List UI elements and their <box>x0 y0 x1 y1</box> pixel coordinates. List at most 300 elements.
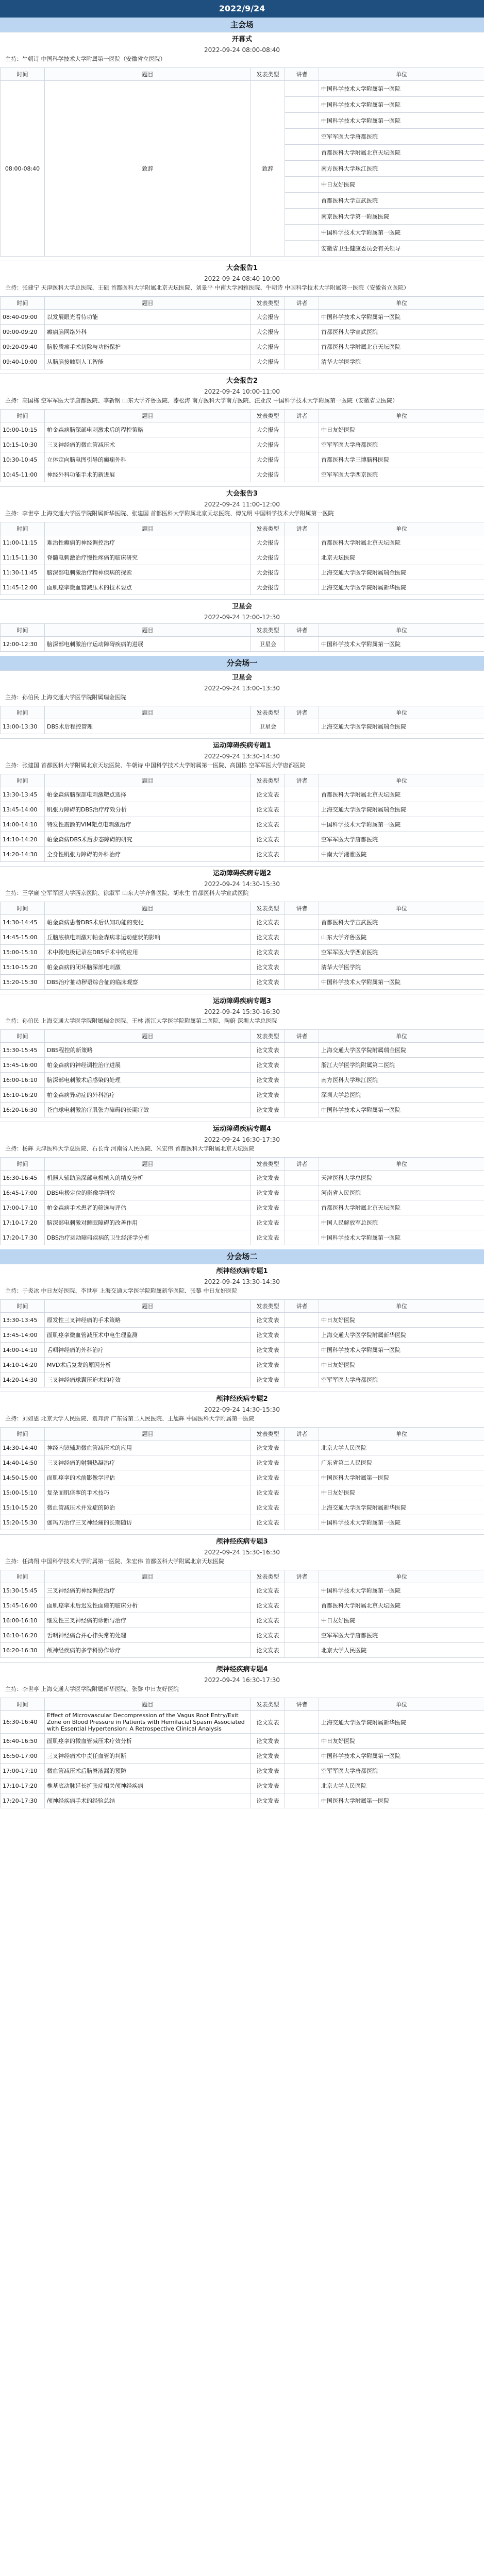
row-time: 14:30-14:40 <box>1 1440 45 1455</box>
row-unit: 中国人民解放军总医院 <box>319 1215 484 1230</box>
row-type: 论文发表 <box>251 1171 285 1185</box>
session-host: 主持：张建国 首都医科大学附属北京天坛医院、牛朝诗 中国科学技术大学附属第一医院、高国栋 空军军医大学唐都医院 <box>5 762 306 769</box>
row-unit: 空军军医大学唐都医院 <box>319 437 484 452</box>
column-header: 发表类型 <box>251 624 285 637</box>
session-block <box>0 1392 484 1534</box>
column-header: 讲者 <box>285 706 319 719</box>
table-row <box>1 802 484 817</box>
session-block <box>0 738 484 866</box>
table-row <box>1 719 484 734</box>
table-row <box>1 81 484 97</box>
table-row <box>1 1583 484 1598</box>
schedule-table <box>0 296 484 369</box>
column-header: 发表类型 <box>251 522 285 535</box>
row-topic: 三叉神经痛术中责任血管的判断 <box>45 1749 251 1764</box>
row-unit: 空军军医大学唐都医院 <box>319 129 484 145</box>
row-unit: 清华大学医学院 <box>319 960 484 975</box>
row-topic: 帕金森病脑深部电刺激靶点选择 <box>45 787 251 802</box>
session-header <box>0 994 484 1029</box>
row-speaker <box>285 1749 319 1764</box>
row-unit: 中日友好医院 <box>319 1358 484 1372</box>
session-name: 颅神经疾病专题4 <box>216 1666 268 1673</box>
row-unit: 南京医科大学第一附属医院 <box>319 209 484 225</box>
table-row <box>1 1103 484 1117</box>
table-row <box>1 1313 484 1328</box>
table-row <box>1 1200 484 1215</box>
row-speaker <box>285 1328 319 1343</box>
table-row <box>1 467 484 482</box>
row-topic: 脑深部电刺激治疗运动障碍疾病的进展 <box>45 637 251 652</box>
session-header <box>0 1122 484 1157</box>
row-type: 论文发表 <box>251 1711 285 1734</box>
row-topic: 面肌痉挛微血管减压术的技术要点 <box>45 580 251 595</box>
row-time: 17:10-17:20 <box>1 1778 45 1793</box>
session-name: 颅神经疾病专题3 <box>216 1538 268 1546</box>
row-unit: 南方医科大学珠江医院 <box>319 161 484 177</box>
schedule-table <box>0 1698 484 1808</box>
row-speaker <box>285 832 319 847</box>
session-header <box>0 671 484 706</box>
row-time: 08:40-09:00 <box>1 310 45 325</box>
row-unit: 中国科学技术大学附属第一医院 <box>319 1230 484 1245</box>
table-row <box>1 787 484 802</box>
row-speaker <box>285 1583 319 1598</box>
row-topic: 帕金森病异动症的外科治疗 <box>45 1088 251 1103</box>
column-header: 题目 <box>45 410 251 422</box>
session-time: 2022-09-24 10:00-11:00 <box>204 388 280 395</box>
session-time: 2022-09-24 08:40-10:00 <box>204 275 280 282</box>
session-name: 运动障碍疾病专题4 <box>212 1125 272 1133</box>
schedule-table <box>0 623 484 652</box>
row-topic: 从脑脑接触到人工智能 <box>45 354 251 369</box>
column-header: 发表类型 <box>251 1300 285 1313</box>
row-time: 14:10-14:20 <box>1 1358 45 1372</box>
column-header: 题目 <box>45 1570 251 1583</box>
column-header: 题目 <box>45 1300 251 1313</box>
row-type: 论文发表 <box>251 1515 285 1530</box>
row-time: 13:30-13:45 <box>1 787 45 802</box>
session-name: 开幕式 <box>231 36 252 43</box>
row-unit: 首都医科大学附属北京天坛医院 <box>319 1200 484 1215</box>
table-row <box>1 930 484 945</box>
row-type: 论文发表 <box>251 960 285 975</box>
table-row <box>1 1328 484 1343</box>
row-unit: 广东省第二人民医院 <box>319 1455 484 1470</box>
row-type: 论文发表 <box>251 1058 285 1073</box>
row-type: 大会报告 <box>251 535 285 550</box>
row-topic: 帕金森病手术患者的筛选与评估 <box>45 1200 251 1215</box>
row-unit: 首都医科大学宣武医院 <box>319 915 484 930</box>
table-row <box>1 817 484 832</box>
section-gap <box>0 1245 484 1249</box>
section-gap <box>0 1808 484 1812</box>
session-host: 主持：孙伯民 上海交通大学医学院附属瑞金医院 <box>5 694 126 701</box>
schedule-table <box>0 1157 484 1245</box>
row-speaker <box>285 1778 319 1793</box>
row-topic: 微血管减压术并发症的防治 <box>45 1500 251 1515</box>
schedule-table <box>0 1427 484 1530</box>
row-speaker <box>285 637 319 652</box>
row-topic: 肌张力障碍的DBS治疗疗效分析 <box>45 802 251 817</box>
row-unit: 清华大学医学院 <box>319 354 484 369</box>
row-speaker <box>285 467 319 482</box>
session-time: 2022-09-24 15:30-16:30 <box>204 1549 280 1556</box>
row-time: 09:20-09:40 <box>1 340 45 354</box>
column-header: 时间 <box>1 1428 45 1440</box>
row-time: 17:20-17:30 <box>1 1793 45 1808</box>
row-time: 14:50-15:00 <box>1 1470 45 1485</box>
row-type: 论文发表 <box>251 1313 285 1328</box>
session-host: 主持：刘如恩 北京大学人民医院、袁邦清 广东省第二人民医院、王旭辉 中国医科大学附属第一医院 <box>5 1415 255 1422</box>
table-row <box>1 1358 484 1372</box>
row-speaker <box>285 1343 319 1358</box>
session-block <box>0 1534 484 1662</box>
session-block <box>0 1264 484 1392</box>
row-speaker <box>285 129 319 145</box>
session-time: 2022-09-24 16:30-17:30 <box>204 1136 280 1143</box>
row-speaker <box>285 193 319 209</box>
row-unit: 中国科学技术大学附属第一医院 <box>319 817 484 832</box>
row-topic: 癫痫脑网络外科 <box>45 325 251 340</box>
row-time: 08:00-08:40 <box>1 81 45 257</box>
session-name: 大会报告2 <box>226 377 258 385</box>
column-header: 时间 <box>1 774 45 787</box>
column-header: 题目 <box>45 68 251 81</box>
row-speaker <box>285 1643 319 1658</box>
row-unit: 首都医科大学附属北京天坛医院 <box>319 1598 484 1613</box>
session-name: 颅神经疾病专题1 <box>216 1267 268 1275</box>
row-speaker <box>285 310 319 325</box>
row-unit: 空军军医大学西京医院 <box>319 467 484 482</box>
row-speaker <box>285 354 319 369</box>
table-row <box>1 1215 484 1230</box>
row-speaker <box>285 535 319 550</box>
table-row <box>1 1628 484 1643</box>
row-type: 论文发表 <box>251 1200 285 1215</box>
session-host: 主持：牛朝诗 中国科学技术大学附属第一医院（安徽省立医院） <box>5 56 166 62</box>
row-unit: 山东大学齐鲁医院 <box>319 930 484 945</box>
row-unit: 中日友好医院 <box>319 1313 484 1328</box>
row-speaker <box>285 1058 319 1073</box>
row-type: 论文发表 <box>251 1230 285 1245</box>
header-row <box>1 1570 484 1583</box>
row-topic: DBS治疗抽动秽语综合征的临床观察 <box>45 975 251 990</box>
row-time: 15:20-15:30 <box>1 975 45 990</box>
session-time: 2022-09-24 11:00-12:00 <box>204 501 280 508</box>
row-type: 论文发表 <box>251 1088 285 1103</box>
row-topic: 丘脑底核电刺激对帕金森病非运动症状的影响 <box>45 930 251 945</box>
row-type: 大会报告 <box>251 580 285 595</box>
row-speaker <box>285 325 319 340</box>
row-time: 16:30-16:45 <box>1 1171 45 1185</box>
session-block <box>0 32 484 261</box>
row-topic: 三叉神经痛的射频热凝治疗 <box>45 1455 251 1470</box>
row-unit: 中国科学技术大学附属第一医院 <box>319 1749 484 1764</box>
row-time: 15:30-15:45 <box>1 1043 45 1058</box>
row-time: 14:45-15:00 <box>1 930 45 945</box>
row-unit: 上海交通大学医学院附属瑞金医院 <box>319 1043 484 1058</box>
column-header: 时间 <box>1 1570 45 1583</box>
column-header: 单位 <box>319 774 484 787</box>
row-speaker <box>285 915 319 930</box>
row-topic: 特发性震颤的VIM靶点电刺激治疗 <box>45 817 251 832</box>
session-host: 主持：高国栋 空军军医大学唐都医院、李新钢 山东大学齐鲁医院、漆松涛 南方医科大学南方医院、汪业汉 中国科学技术大学附属第一医院（安徽省立医院） <box>5 397 398 404</box>
row-type: 论文发表 <box>251 1215 285 1230</box>
row-time: 10:00-10:15 <box>1 422 45 437</box>
table-row <box>1 847 484 862</box>
row-unit: 空军军医大学唐都医院 <box>319 832 484 847</box>
row-topic: DBS治疗运动障碍疾病的卫生经济学分析 <box>45 1230 251 1245</box>
section-gap <box>0 1658 484 1662</box>
schedule-table <box>0 67 484 257</box>
row-unit: 安徽省卫生健康委员会有关领导 <box>319 241 484 257</box>
row-speaker <box>285 340 319 354</box>
row-unit: 首都医科大学宣武医院 <box>319 325 484 340</box>
row-speaker <box>285 452 319 467</box>
column-header: 发表类型 <box>251 706 285 719</box>
column-header: 讲者 <box>285 774 319 787</box>
row-speaker <box>285 1358 319 1372</box>
row-unit: 中国科学技术大学附属第一医院 <box>319 1515 484 1530</box>
row-unit: 空军军医大学西京医院 <box>319 945 484 960</box>
row-type: 论文发表 <box>251 1455 285 1470</box>
row-type: 大会报告 <box>251 452 285 467</box>
table-row <box>1 565 484 580</box>
row-topic: 致辞 <box>45 81 251 257</box>
table-row <box>1 1372 484 1387</box>
schedule-table <box>0 1029 484 1117</box>
column-header: 时间 <box>1 1030 45 1043</box>
column-header: 单位 <box>319 68 484 81</box>
column-header: 时间 <box>1 410 45 422</box>
header-row <box>1 522 484 535</box>
column-header: 时间 <box>1 624 45 637</box>
row-speaker <box>285 81 319 97</box>
row-speaker <box>285 1500 319 1515</box>
section-gap <box>0 1387 484 1392</box>
session-time: 2022-09-24 12:00-12:30 <box>204 614 280 621</box>
table-row <box>1 1749 484 1764</box>
table-row <box>1 637 484 652</box>
row-speaker <box>285 241 319 257</box>
row-time: 09:00-09:20 <box>1 325 45 340</box>
row-unit: 首都医科大学三博脑科医院 <box>319 452 484 467</box>
row-topic: 难治性癫痫的神经调控治疗 <box>45 535 251 550</box>
row-time: 15:45-16:00 <box>1 1058 45 1073</box>
column-header: 时间 <box>1 1698 45 1711</box>
row-topic: 颅神经疾病手术的经验总结 <box>45 1793 251 1808</box>
row-topic: Effect of Microvascular Decompression of the Vagus Root Entry/Exit Zone on Blood Pressure in Patients with Hemifacial Spasm Associated with Essential Hypertension: A Retrospective Clinical Analysis <box>45 1711 251 1734</box>
row-type: 论文发表 <box>251 1073 285 1088</box>
row-unit: 中南大学湘雅医院 <box>319 847 484 862</box>
row-topic: 脊髓电刺激治疗慢性疼痛的临床研究 <box>45 550 251 565</box>
row-speaker <box>285 1711 319 1734</box>
column-header: 题目 <box>45 297 251 310</box>
row-topic: 面肌痉挛的术前影像学评估 <box>45 1470 251 1485</box>
column-header: 时间 <box>1 1300 45 1313</box>
row-topic: 神经内镜辅助微血管减压术的应用 <box>45 1440 251 1455</box>
row-speaker <box>285 847 319 862</box>
schedule-table <box>0 1570 484 1658</box>
table-row <box>1 1613 484 1628</box>
row-unit: 浙江大学医学院附属第二医院 <box>319 1058 484 1073</box>
row-speaker <box>285 1088 319 1103</box>
row-speaker <box>285 1043 319 1058</box>
table-row <box>1 1230 484 1245</box>
row-type: 论文发表 <box>251 1328 285 1343</box>
row-speaker <box>285 960 319 975</box>
row-speaker <box>285 177 319 193</box>
table-row <box>1 1343 484 1358</box>
table-row <box>1 945 484 960</box>
section-gap <box>0 734 484 738</box>
row-unit: 中国科学技术大学附属第一医院 <box>319 97 484 113</box>
table-row <box>1 1500 484 1515</box>
row-topic: 原发性三叉神经痛的手术策略 <box>45 1313 251 1328</box>
column-header: 题目 <box>45 902 251 915</box>
row-time: 10:45-11:00 <box>1 467 45 482</box>
column-header: 讲者 <box>285 902 319 915</box>
venue-title: 分会场一 <box>0 656 484 670</box>
row-speaker <box>285 1200 319 1215</box>
session-name: 卫星会 <box>231 674 252 682</box>
row-time: 16:40-16:50 <box>1 1734 45 1749</box>
column-header: 题目 <box>45 624 251 637</box>
row-speaker <box>285 565 319 580</box>
row-unit: 深圳大学总医院 <box>319 1088 484 1103</box>
row-type: 论文发表 <box>251 1613 285 1628</box>
table-row <box>1 580 484 595</box>
row-speaker <box>285 1515 319 1530</box>
column-header: 发表类型 <box>251 774 285 787</box>
session-name: 大会报告1 <box>226 264 258 272</box>
schedule-table <box>0 774 484 862</box>
session-name: 运动障碍疾病专题2 <box>212 870 272 877</box>
row-time: 14:00-14:10 <box>1 1343 45 1358</box>
row-type: 论文发表 <box>251 1185 285 1200</box>
row-unit: 中日友好医院 <box>319 1485 484 1500</box>
table-row <box>1 550 484 565</box>
session-time: 2022-09-24 13:30-14:30 <box>204 753 280 760</box>
session-header <box>0 600 484 623</box>
section-gap <box>0 1530 484 1534</box>
header-row <box>1 1428 484 1440</box>
section-gap <box>0 1117 484 1122</box>
row-unit: 上海交通大学医学院附属新华医院 <box>319 580 484 595</box>
row-topic: 颅神经疾病的多学科协作诊疗 <box>45 1643 251 1658</box>
row-time: 09:40-10:00 <box>1 354 45 369</box>
column-header: 单位 <box>319 1698 484 1711</box>
column-header: 单位 <box>319 297 484 310</box>
row-time: 17:10-17:20 <box>1 1215 45 1230</box>
session-header <box>0 867 484 902</box>
row-speaker <box>285 225 319 241</box>
table-row <box>1 975 484 990</box>
row-topic: 三叉神经痛的微血管减压术 <box>45 437 251 452</box>
session-time: 2022-09-24 13:30-14:30 <box>204 1278 280 1285</box>
row-type: 论文发表 <box>251 1628 285 1643</box>
column-header: 发表类型 <box>251 1428 285 1440</box>
row-unit: 北京大学人民医院 <box>319 1778 484 1793</box>
session-name: 大会报告3 <box>226 490 258 498</box>
column-header: 发表类型 <box>251 68 285 81</box>
table-row <box>1 1058 484 1073</box>
session-block <box>0 994 484 1122</box>
table-row <box>1 422 484 437</box>
row-speaker <box>285 550 319 565</box>
row-type: 论文发表 <box>251 915 285 930</box>
column-header: 讲者 <box>285 624 319 637</box>
row-speaker <box>285 1485 319 1500</box>
session-name: 运动障碍疾病专题3 <box>212 997 272 1005</box>
session-header <box>0 739 484 774</box>
row-time: 10:15-10:30 <box>1 437 45 452</box>
row-time: 15:10-15:20 <box>1 960 45 975</box>
row-speaker <box>285 1230 319 1245</box>
row-unit: 上海交通大学医学院附属新华医院 <box>319 1500 484 1515</box>
row-time: 14:10-14:20 <box>1 832 45 847</box>
column-header: 时间 <box>1 902 45 915</box>
row-speaker <box>285 719 319 734</box>
row-speaker <box>285 1613 319 1628</box>
section-gap <box>0 369 484 374</box>
row-unit: 中国科学技术大学附属第一医院 <box>319 637 484 652</box>
column-header: 单位 <box>319 624 484 637</box>
column-header: 时间 <box>1 1158 45 1171</box>
column-header: 发表类型 <box>251 1158 285 1171</box>
table-row <box>1 915 484 930</box>
session-name: 卫星会 <box>231 603 252 611</box>
row-type: 论文发表 <box>251 1043 285 1058</box>
row-time: 17:00-17:10 <box>1 1200 45 1215</box>
section-gap <box>0 990 484 994</box>
column-header: 题目 <box>45 1428 251 1440</box>
row-type: 论文发表 <box>251 1583 285 1598</box>
column-header: 时间 <box>1 706 45 719</box>
table-row <box>1 1778 484 1793</box>
row-unit: 南方医科大学珠江医院 <box>319 1073 484 1088</box>
row-time: 11:30-11:45 <box>1 565 45 580</box>
table-row <box>1 960 484 975</box>
header-row <box>1 1300 484 1313</box>
row-unit: 中日友好医院 <box>319 1734 484 1749</box>
row-topic: 帕金森病的闭环脑深部电刺激 <box>45 960 251 975</box>
session-block <box>0 599 484 656</box>
session-header <box>0 487 484 522</box>
row-type: 大会报告 <box>251 437 285 452</box>
section-gap <box>0 862 484 866</box>
session-time: 2022-09-24 14:30-15:30 <box>204 1406 280 1413</box>
session-header <box>0 1663 484 1698</box>
row-type: 论文发表 <box>251 945 285 960</box>
row-time: 15:10-15:20 <box>1 1500 45 1515</box>
column-header: 讲者 <box>285 1158 319 1171</box>
row-unit: 首都医科大学宣武医院 <box>319 193 484 209</box>
row-type: 论文发表 <box>251 1598 285 1613</box>
venue-list <box>0 18 484 1812</box>
row-unit: 中日友好医院 <box>319 177 484 193</box>
row-time: 16:20-16:30 <box>1 1103 45 1117</box>
column-header: 题目 <box>45 522 251 535</box>
row-time: 14:20-14:30 <box>1 847 45 862</box>
session-header <box>0 1392 484 1427</box>
schedule-table <box>0 1299 484 1387</box>
column-header: 发表类型 <box>251 297 285 310</box>
session-time: 2022-09-24 13:00-13:30 <box>204 685 280 692</box>
row-time: 15:30-15:45 <box>1 1583 45 1598</box>
row-speaker <box>285 945 319 960</box>
section-gap <box>0 482 484 486</box>
